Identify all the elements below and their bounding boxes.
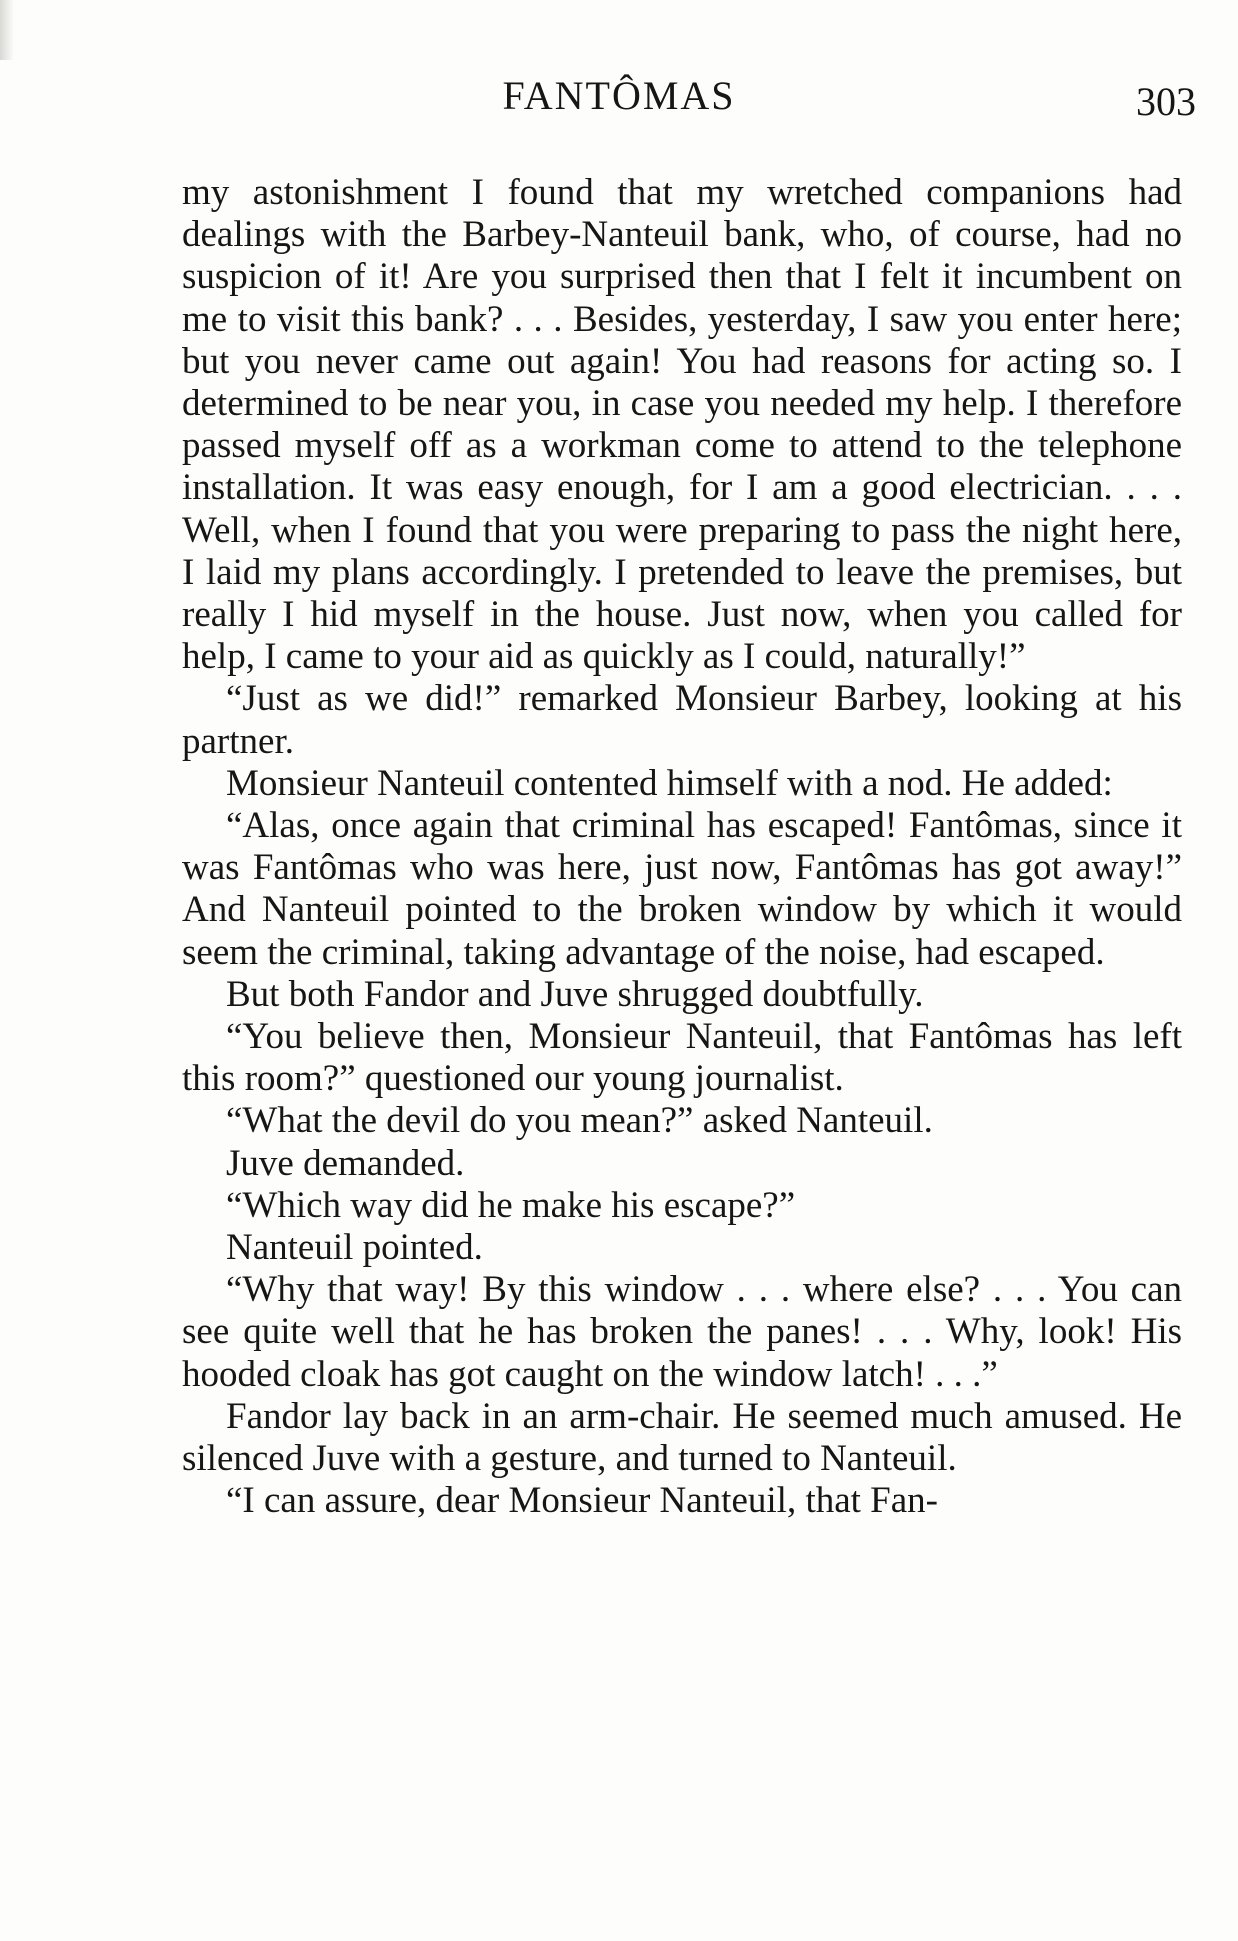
paragraph: “Which way did he make his escape?” (226, 1184, 796, 1226)
paragraph: “Alas, once again that criminal has escaped! Fantômas, since it was Fantômas who was here, just now, Fantômas has got away!” And Nanteuil pointed to the broken window by which it would seem the criminal, taking advantage of the noise, had escaped. (182, 805, 1182, 973)
paragraph: “I can assure, dear Monsieur Nanteuil, that Fan- (226, 1480, 938, 1522)
paragraph: my astonishment I found that my wretched companions had dealings with the Barbey-Nanteuil bank, who, of course, had no suspicion of it! Are you surprised then that I felt it incumbent on me to visit this bank? . . . Besides, yesterday, I saw you enter here; but you never came out again! You had reasons for acting so. I determined to be near you, in case you needed my help. I therefore passed myself off as a workman come to attend to the telephone installation. It was easy enough, for I am a good electrician. . . . Well, when I found that you were preparing to pass the night here, I laid my plans accordingly. I pretended to leave the premises, but really I hid myself in the house. Just now, when you called for help, I came to your aid as quickly as I could, naturally!” (182, 172, 1182, 678)
paragraph: Fandor lay back in an arm-chair. He seemed much amused. He silenced Juve with a gesture, and turned to Nanteuil. (182, 1395, 1182, 1480)
running-header (0, 72, 1238, 122)
running-title: FANTÔMAS (502, 73, 736, 118)
page-number: 303 (1136, 79, 1196, 124)
paragraph: “Just as we did!” remarked Monsieur Barbey, looking at his partner. (182, 678, 1182, 762)
paragraph: “What the devil do you mean?” asked Nanteuil. (226, 1100, 933, 1142)
paragraph: “You believe then, Monsieur Nanteuil, that Fantômas has left this room?” questioned our young journalist. (182, 1016, 1182, 1100)
body-text (182, 172, 1182, 1523)
paragraph: Nanteuil pointed. (226, 1227, 483, 1269)
page-edge-shadow (0, 0, 14, 60)
paragraph: “Why that way! By this window . . . where else? . . . You can see quite well that he has broken the panes! . . . Why, look! His hooded cloak has got caught on the window latch! . . .” (182, 1269, 1182, 1395)
paragraph: But both Fandor and Juve shrugged doubtfully. (226, 973, 924, 1015)
paragraph: Juve demanded. (226, 1142, 465, 1184)
paragraph: Monsieur Nanteuil contented himself with a nod. He added: (226, 762, 1113, 804)
